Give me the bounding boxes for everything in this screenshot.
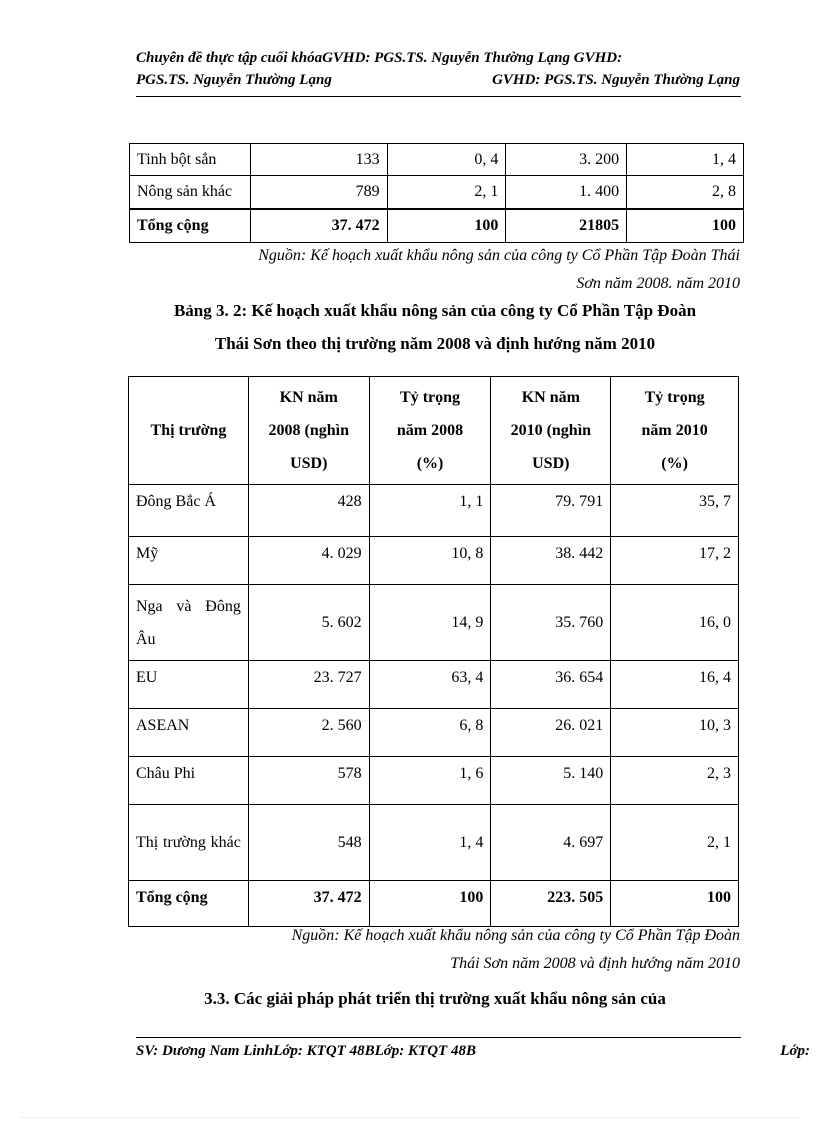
market-name: Thị trường khác — [129, 805, 249, 881]
table1-source — [130, 242, 740, 298]
header-advisor-repeat: GVHD: PGS.TS. Nguyễn Thường Lạng — [492, 72, 740, 88]
header-kn2010: KN năm 2010 (nghìn USD) — [491, 377, 611, 485]
header-tt2010: Tỷ trọng năm 2010 (%) — [611, 377, 739, 485]
table-continuation — [129, 143, 744, 243]
table2-source — [130, 922, 740, 978]
header-kn2008: KN năm 2008 (nghìn USD) — [248, 377, 369, 485]
market-name: Tổng cộng — [129, 881, 249, 927]
header-course-label: Chuyên đề thực tập cuối khóa — [136, 50, 323, 66]
cell-value: 37. 472 — [248, 881, 369, 927]
header-line-1 — [136, 47, 746, 69]
table-row — [129, 537, 739, 585]
footer-student: SV: Dương Nam Linh — [136, 1043, 274, 1059]
row-label: Nông sản khác — [130, 176, 251, 209]
table-row — [130, 144, 744, 176]
title-line: Bảng 3. 2: Kế hoạch xuất khẩu nông sản của công ty Cổ Phần Tập Đoàn — [173, 301, 697, 320]
cell-value: 3. 200 — [506, 144, 627, 176]
source-line: Nguồn: Kế hoạch xuất khẩu nông sản của công ty Cổ Phần Tập Đoàn — [291, 927, 740, 944]
footer-class-repeat: Lớp: KTQT 48B — [374, 1043, 476, 1059]
table-row — [129, 485, 739, 537]
title-line: Thái Sơn theo thị trường năm 2008 và định hướng năm 2010 — [214, 334, 656, 353]
table-row — [130, 176, 744, 209]
footer-rule — [136, 1037, 741, 1038]
cell-value: 2, 1 — [611, 805, 739, 881]
cell-value: 548 — [248, 805, 369, 881]
source-line: Thái Sơn năm 2008 và định hướng năm 2010 — [450, 955, 740, 972]
footer-class: Lớp: KTQT 48B — [273, 1043, 375, 1059]
cell-value: 0, 4 — [387, 144, 506, 176]
cell-value: 100 — [627, 209, 744, 243]
cell-value: 2, 8 — [627, 176, 744, 209]
cell-value: 1, 4 — [627, 144, 744, 176]
cell-value: 79. 791 — [491, 485, 611, 537]
cell-value: 223. 505 — [491, 881, 611, 927]
header-advisor-label: GVHD: — [573, 50, 623, 66]
header-advisor: GVHD: PGS.TS. Nguyễn Thường Lạng — [322, 50, 570, 66]
cell-value: 2, 3 — [611, 757, 739, 805]
cell-value: 100 — [611, 881, 739, 927]
cell-value: 100 — [387, 209, 506, 243]
cell-value: 35, 7 — [611, 485, 739, 537]
cell-value: 14, 9 — [369, 585, 491, 661]
table2-title — [100, 296, 770, 359]
section-heading: 3.3. Các giải pháp phát triển thị trường xuất khẩu nông sản của — [204, 989, 666, 1008]
cell-value: 26. 021 — [491, 709, 611, 757]
market-name: Nga và Đông Âu — [129, 585, 249, 661]
cell-value: 37. 472 — [250, 209, 387, 243]
cell-value: 38. 442 — [491, 537, 611, 585]
cell-value: 21805 — [506, 209, 627, 243]
table-row — [129, 709, 739, 757]
cell-value: 36. 654 — [491, 661, 611, 709]
header-market: Thị trường — [129, 377, 249, 485]
cell-value: 1, 1 — [369, 485, 491, 537]
page-footer — [136, 1040, 812, 1062]
cell-value: 1, 6 — [369, 757, 491, 805]
cell-value: 100 — [369, 881, 491, 927]
cell-value: 35. 760 — [491, 585, 611, 661]
cell-value: 5. 140 — [491, 757, 611, 805]
cell-value: 2, 1 — [387, 176, 506, 209]
table-total-row — [130, 209, 744, 243]
cell-value: 789 — [250, 176, 387, 209]
market-table — [128, 376, 739, 927]
cell-value: 16, 0 — [611, 585, 739, 661]
row-label: Tinh bột sắn — [130, 144, 251, 176]
cell-value: 6, 8 — [369, 709, 491, 757]
table-row — [129, 585, 739, 661]
cell-value: 16, 4 — [611, 661, 739, 709]
market-name: Đông Bắc Á — [129, 485, 249, 537]
table-total-row — [129, 881, 739, 927]
cell-value: 2. 560 — [248, 709, 369, 757]
cell-value: 10, 8 — [369, 537, 491, 585]
footer-class-label: Lớp: — [780, 1043, 810, 1059]
table-header-row — [129, 377, 739, 485]
cell-value: 1, 4 — [369, 805, 491, 881]
source-line: Nguồn: Kế hoạch xuất khẩu nông sản của công ty Cổ Phần Tập Đoàn Thái — [258, 247, 740, 264]
header-tt2008: Tỷ trọng năm 2008 (%) — [369, 377, 491, 485]
header-advisor-name: PGS.TS. Nguyễn Thường Lạng — [136, 72, 332, 88]
header-rule — [136, 96, 741, 97]
cell-value: 428 — [248, 485, 369, 537]
header-line-2 — [136, 69, 746, 91]
cell-value: 17, 2 — [611, 537, 739, 585]
page-edge — [20, 1117, 800, 1118]
market-name: ASEAN — [129, 709, 249, 757]
cell-value: 5. 602 — [248, 585, 369, 661]
cell-value: 63, 4 — [369, 661, 491, 709]
table-row — [129, 757, 739, 805]
source-line: Sơn năm 2008. năm 2010 — [576, 275, 740, 292]
market-name: EU — [129, 661, 249, 709]
cell-value: 23. 727 — [248, 661, 369, 709]
cell-value: 1. 400 — [506, 176, 627, 209]
cell-value: 4. 697 — [491, 805, 611, 881]
page-header — [136, 47, 746, 91]
market-name: Châu Phi — [129, 757, 249, 805]
cell-value: 133 — [250, 144, 387, 176]
market-name: Mỹ — [129, 537, 249, 585]
table-row — [129, 805, 739, 881]
row-label: Tổng cộng — [130, 209, 251, 243]
cell-value: 578 — [248, 757, 369, 805]
cell-value: 4. 029 — [248, 537, 369, 585]
table-row — [129, 661, 739, 709]
cell-value: 10, 3 — [611, 709, 739, 757]
